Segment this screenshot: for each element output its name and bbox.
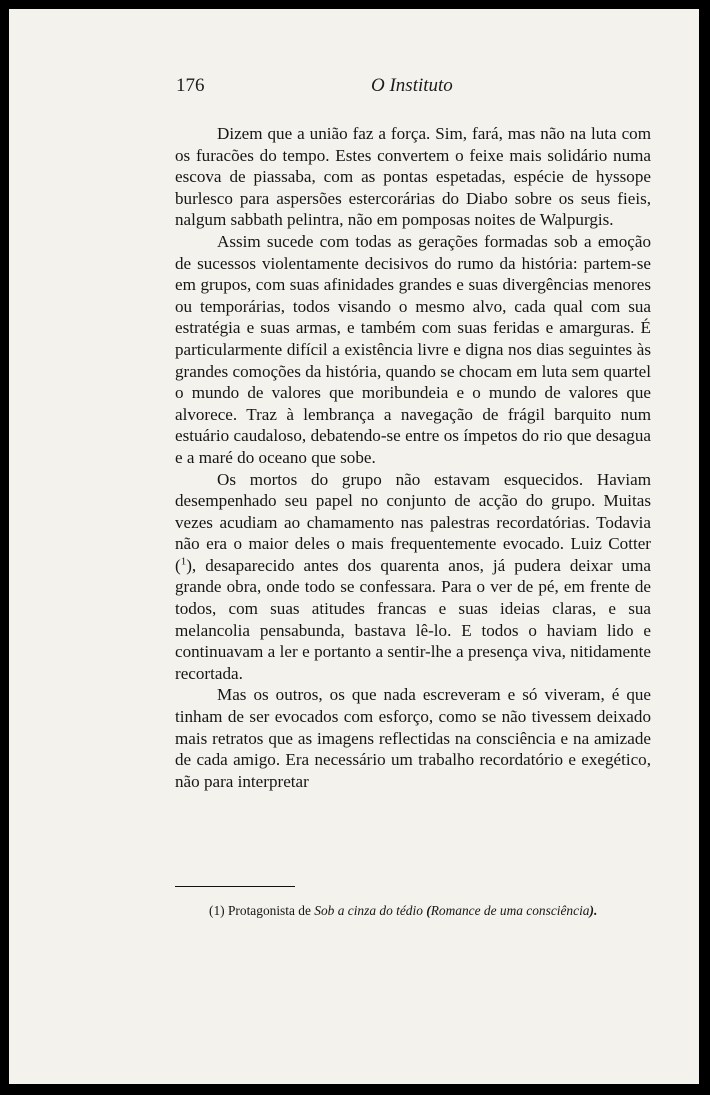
footnote-book-title: Sob a cinza do tédio — [314, 903, 423, 918]
page-number: 176 — [176, 75, 205, 96]
footnote-paren-close: ). — [589, 903, 598, 918]
footnote-genre: Romance de uma consciência — [430, 903, 590, 918]
page-header — [9, 75, 699, 105]
footnote — [175, 902, 651, 920]
footnote-text: Protagonista de — [227, 903, 311, 918]
paragraph-1: Dizem que a união faz a força. Sim, fará, mas não na luta com os furacões do tempo. Estes convertem o feixe mais solidário numa escova de piassaba, com as pontas espetadas, espécie de hyssope burlesco para aspersões estercorárias do Diabo sobre os seus fieis, nalgum sabbath pelintra, não em pomposas noites de Walpurgis. — [175, 124, 651, 230]
paragraph-3-text-start: Os mortos do grupo não estavam esquecidos. Haviam desempenhado seu papel no conjunto de acção do grupo. Muitas vezes acudiam ao chamamento nas palestras recordatórias. Todavia não era o maior deles o mais frequentemente evocado. Luiz Cotter ( — [175, 469, 651, 575]
footnote-divider — [175, 886, 295, 887]
footnote-paren-open: ( — [426, 903, 431, 918]
paragraph-3-text-end: ), desaparecido antes dos quarenta anos, já pudera deixar uma grande obra, onde todo se confessara. Para o ver de pé, em frente de todos, com suas atitudes francas e suas ideias claras, e sua melancolia pensabunda, bastava lê-lo. E todos o haviam lido e continuavam a ler e portanto a sentir-lhe a presença viva, nitidamente recortada. — [175, 555, 651, 683]
paragraph-4: Mas os outros, os que nada escreveram e só viveram, é que tinham de ser evocados com esforço, como se não tivessem deixado mais retratos que as imagens reflectidas na consciência e na amizade de cada amigo. Era necessário um trabalho recordatório e exegético, não para interpretar — [175, 685, 651, 791]
body-text — [175, 123, 651, 792]
book-page — [9, 9, 699, 1084]
footnote-marker: (1) — [209, 903, 225, 918]
paragraph-2: Assim sucede com todas as gerações formadas sob a emoção de sucessos violentamente decisivos do rumo da história: partem-se em grupos, com suas afinidades grandes e suas divergências menores ou temporárias, todos visando o mesmo alvo, cada qual com sua estratégia e suas armas, e também com suas feridas e amarguras. É particularmente difícil a existência livre e digna nos dias seguintes às grandes comoções da história, quando se chocam em luta sem quartel o mundo de valores que moribundeia e o mundo de valores que alvorece. Traz à lembrança a navegação de frágil barquito num estuário caudaloso, debatendo-se entre os ímpetos do rio que desagua e a maré do oceano que sobe. — [175, 231, 651, 467]
running-title: O Instituto — [371, 75, 453, 96]
footnote-reference: 1 — [180, 555, 187, 568]
paragraph-3 — [175, 469, 651, 685]
